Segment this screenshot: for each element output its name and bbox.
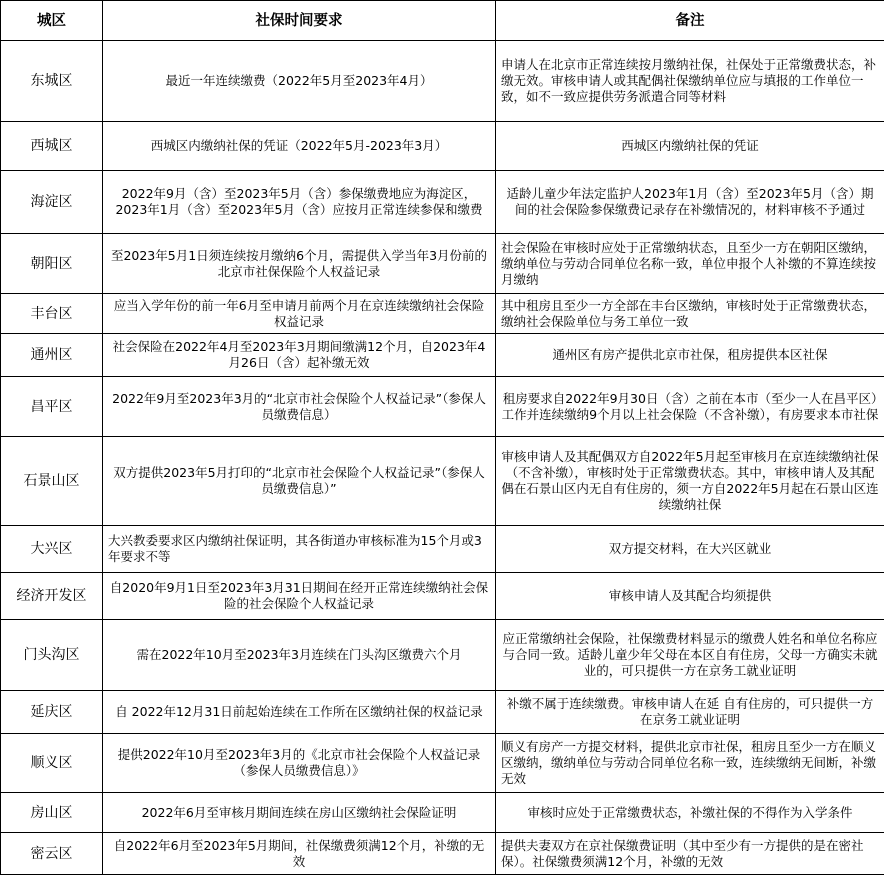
note-cell: 审核申请人及其配合均须提供	[496, 573, 884, 620]
note-cell: 双方提交材料，在大兴区就业	[496, 526, 884, 573]
requirement-cell: 西城区内缴纳社保的凭证（2022年5月-2023年3月）	[103, 122, 496, 171]
note-cell: 审核时应处于正常缴费状态，补缴社保的不得作为入学条件	[496, 793, 884, 833]
note-cell: 提供夫妻双方在京社保缴费证明（其中至少有一方提供的是在密社保）。社保缴费须满12个月，补缴的无效	[496, 833, 884, 875]
note-cell: 应正常缴纳社会保险，社保缴费材料显示的缴费人姓名和单位名称应与合同一致。适龄儿童少年父母在本区自有住房，父母一方确实未就业的，可只提供一方在京务工就业证明	[496, 620, 884, 691]
table-row	[1, 234, 884, 294]
requirement-cell: 提供2022年10月至2023年3月的《北京市社会保险个人权益记录（参保人员缴费信息）》	[103, 734, 496, 793]
table-row	[1, 41, 884, 122]
requirement-cell: 自 2022年12月31日前起始连续在工作所在区缴纳社保的权益记录	[103, 691, 496, 734]
note-cell: 其中租房且至少一方全部在丰台区缴纳，审核时处于正常缴费状态，缴纳社会保险单位与务工单位一致	[496, 294, 884, 334]
district-cell: 昌平区	[1, 377, 103, 437]
requirement-cell: 双方提供2023年5月打印的“北京市社会保险个人权益记录”（参保人员缴费信息）”	[103, 437, 496, 526]
table-row	[1, 122, 884, 171]
note-cell: 租房要求自2022年9月30日（含）之前在本市（至少一人在昌平区）工作并连续缴纳9个月以上社会保险（不含补缴），有房要求本市社保	[496, 377, 884, 437]
requirement-cell: 2022年9月至2023年3月的“北京市社会保险个人权益记录”（参保人员缴费信息）	[103, 377, 496, 437]
note-cell: 通州区有房产提供北京市社保，租房提供本区社保	[496, 334, 884, 377]
note-cell: 补缴不属于连续缴费。审核申请人在延 自有住房的，可只提供一方在京务工就业证明	[496, 691, 884, 734]
district-cell: 西城区	[1, 122, 103, 171]
district-cell: 通州区	[1, 334, 103, 377]
district-cell: 大兴区	[1, 526, 103, 573]
table-row	[1, 691, 884, 734]
district-cell: 房山区	[1, 793, 103, 833]
table-row	[1, 833, 884, 875]
note-cell: 社会保险在审核时应处于正常缴纳状态，且至少一方在朝阳区缴纳，缴纳单位与劳动合同单位名称一致，单位申报个人补缴的不算连续按月缴纳	[496, 234, 884, 294]
table-row	[1, 171, 884, 234]
requirement-cell: 最近一年连续缴费（2022年5月至2023年4月）	[103, 41, 496, 122]
note-cell: 顺义有房产一方提交材料，提供北京市社保，租房且至少一方在顺义区缴纳，缴纳单位与劳动合同单位名称一致，连续缴纳无间断，补缴无效	[496, 734, 884, 793]
district-cell: 丰台区	[1, 294, 103, 334]
requirement-cell: 自2022年6月至2023年5月期间，社保缴费须满12个月，补缴的无效	[103, 833, 496, 875]
table-row	[1, 734, 884, 793]
note-cell: 审核申请人及其配偶双方自2022年5月起至审核月在京连续缴纳社保（不含补缴），审核时处于正常缴费状态。其中，审核申请人及其配偶在石景山区内无自有住房的，须一方自2022年5月起在石景山区连续缴纳社保	[496, 437, 884, 526]
note-cell: 适龄儿童少年法定监护人2023年1月（含）至2023年5月（含）期间的社会保险参保缴费记录存在补缴情况的，材料审核不予通过	[496, 171, 884, 234]
district-cell: 门头沟区	[1, 620, 103, 691]
table-row	[1, 377, 884, 437]
district-cell: 海淀区	[1, 171, 103, 234]
table-row	[1, 573, 884, 620]
district-cell: 延庆区	[1, 691, 103, 734]
requirement-cell: 社会保险在2022年4月至2023年3月期间缴满12个月，自2023年4月26日（含）起补缴无效	[103, 334, 496, 377]
requirement-cell: 大兴教委要求区内缴纳社保证明，其各街道办审核标准为15个月或3年要求不等	[103, 526, 496, 573]
district-cell: 顺义区	[1, 734, 103, 793]
table-row	[1, 294, 884, 334]
requirement-cell: 2022年6月至审核月期间连续在房山区缴纳社会保险证明	[103, 793, 496, 833]
requirement-cell: 需在2022年10月至2023年3月连续在门头沟区缴费六个月	[103, 620, 496, 691]
requirement-cell: 至2023年5月1日须连续按月缴纳6个月，需提供入学当年3月份前的北京市社保保险个人权益记录	[103, 234, 496, 294]
district-cell: 密云区	[1, 833, 103, 875]
header-requirement: 社保时间要求	[103, 1, 496, 41]
table-row	[1, 526, 884, 573]
district-cell: 朝阳区	[1, 234, 103, 294]
requirement-cell: 应当入学年份的前一年6月至申请月前两个月在京连续缴纳社会保险权益记录	[103, 294, 496, 334]
requirement-cell: 自2020年9月1日至2023年3月31日期间在经开正常连续缴纳社会保险的社会保险个人权益记录	[103, 573, 496, 620]
table-row	[1, 620, 884, 691]
header-row	[1, 1, 884, 41]
header-note: 备注	[496, 1, 884, 41]
note-cell: 西城区内缴纳社保的凭证	[496, 122, 884, 171]
table-row	[1, 334, 884, 377]
district-cell: 石景山区	[1, 437, 103, 526]
header-district: 城区	[1, 1, 103, 41]
table-row	[1, 437, 884, 526]
table-row	[1, 793, 884, 833]
requirement-cell: 2022年9月（含）至2023年5月（含）参保缴费地应为海淀区，2023年1月（含）至2023年5月（含）应按月正常连续参保和缴费	[103, 171, 496, 234]
note-cell: 申请人在北京市正常连续按月缴纳社保，社保处于正常缴费状态，补缴无效。审核申请人或其配偶社保缴纳单位应与填报的工作单位一致，如不一致应提供劳务派遣合同等材料	[496, 41, 884, 122]
district-cell: 东城区	[1, 41, 103, 122]
district-cell: 经济开发区	[1, 573, 103, 620]
